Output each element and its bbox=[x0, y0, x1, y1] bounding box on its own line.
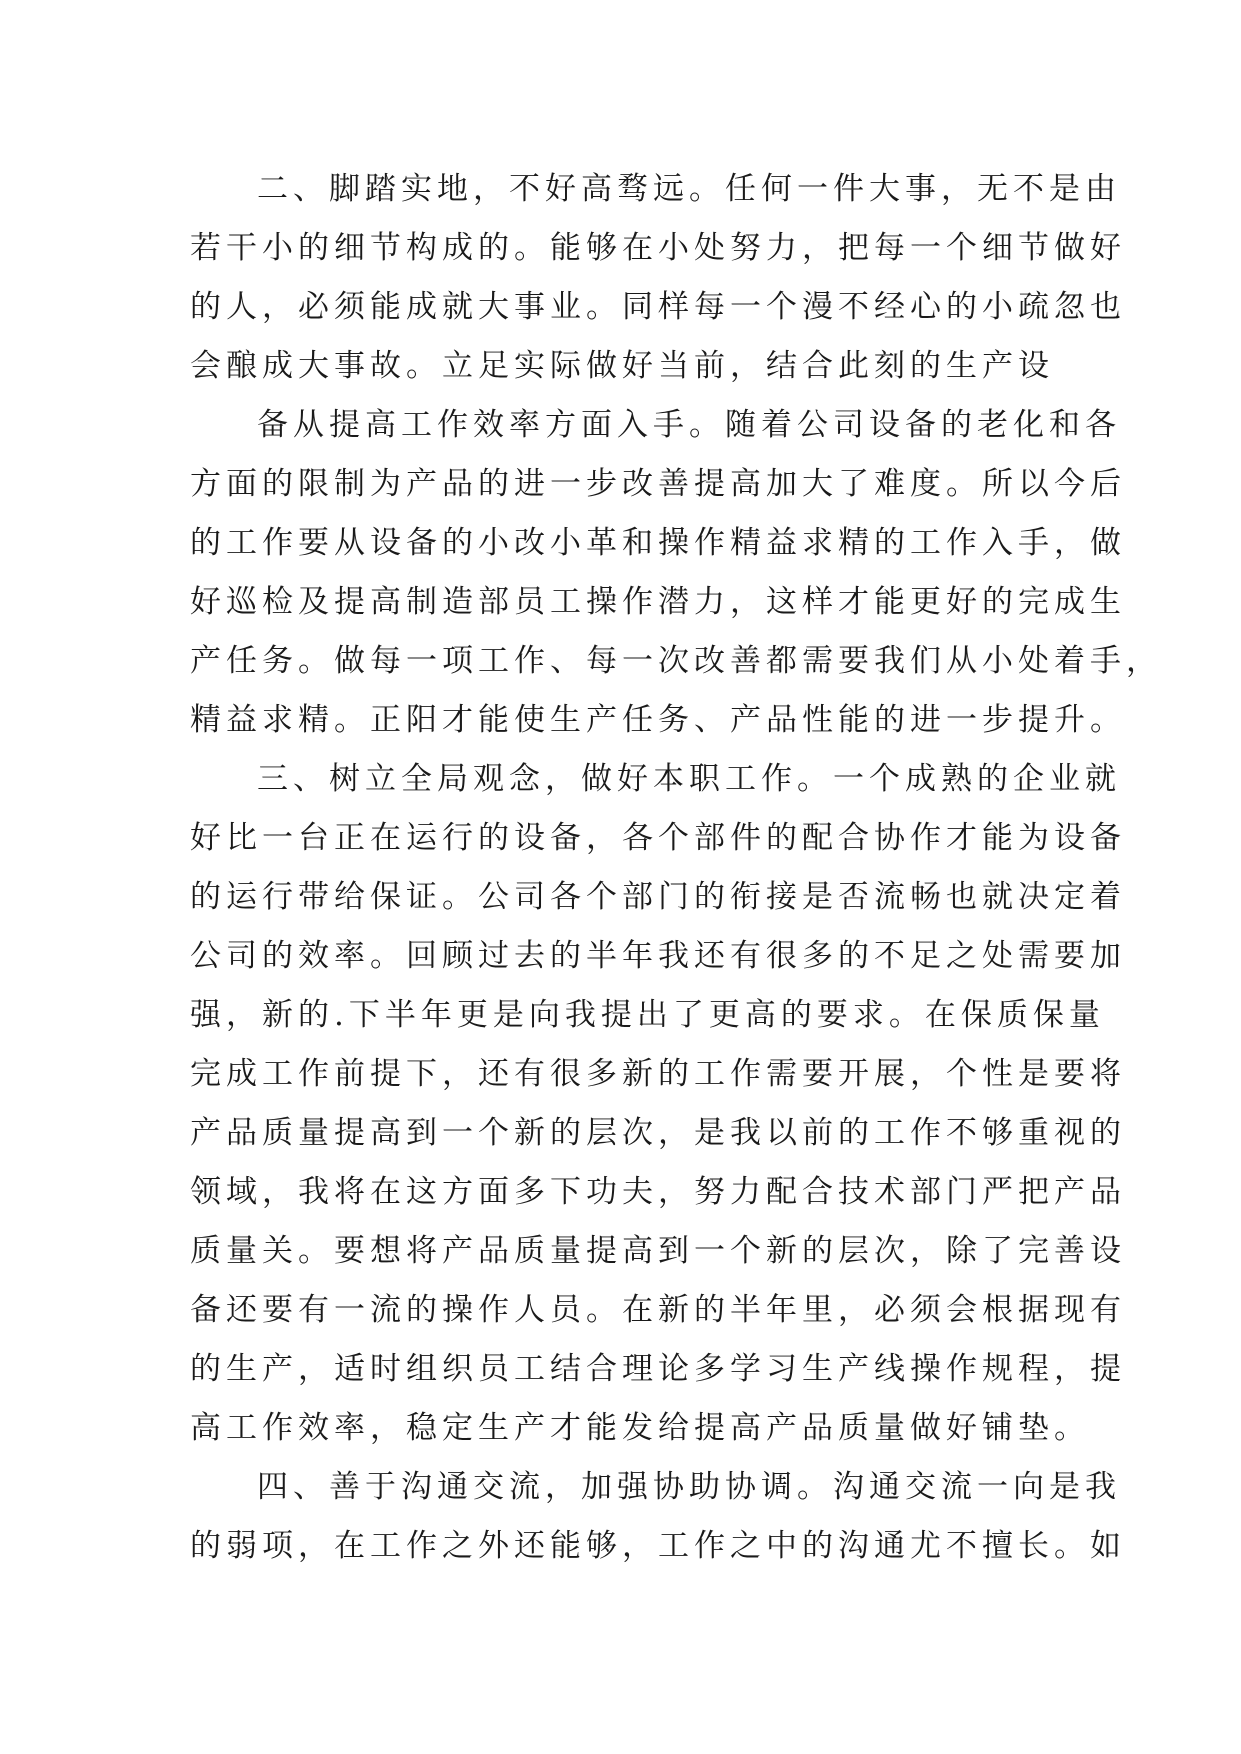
body-text bbox=[190, 160, 1162, 1576]
text-line: 的运行带给保证。公司各个部门的衔接是否流畅也就决定着 bbox=[190, 879, 1126, 915]
text-line: 二、脚踏实地，不好高骛远。任何一件大事，无不是由 bbox=[257, 171, 1121, 207]
text-line: 高工作效率，稳定生产才能发给提高产品质量做好铺垫。 bbox=[190, 1410, 1090, 1446]
text-line: 的弱项，在工作之外还能够，工作之中的沟通尤不擅长。如 bbox=[190, 1528, 1126, 1564]
text-line: 四、善于沟通交流，加强协助协调。沟通交流一向是我 bbox=[257, 1469, 1121, 1505]
text-line: 的生产，适时组织员工结合理论多学习生产线操作规程，提 bbox=[190, 1351, 1126, 1387]
text-line: 若干小的细节构成的。能够在小处努力，把每一个细节做好 bbox=[190, 230, 1126, 266]
text-line: 方面的限制为产品的进一步改善提高加大了难度。所以今后 bbox=[190, 466, 1126, 502]
text-line: 精益求精。正阳才能使生产任务、产品性能的进一步提升。 bbox=[190, 702, 1126, 738]
text-line: 强，新的.下半年更是向我提出了更高的要求。在保质保量 bbox=[190, 997, 1105, 1033]
text-line: 三、树立全局观念，做好本职工作。一个成熟的企业就 bbox=[257, 761, 1121, 797]
text-line: 领域，我将在这方面多下功夫，努力配合技术部门严把产品 bbox=[190, 1174, 1126, 1210]
text-line: 好比一台正在运行的设备，各个部件的配合协作才能为设备 bbox=[190, 820, 1126, 856]
text-line: 备从提高工作效率方面入手。随着公司设备的老化和各 bbox=[257, 407, 1121, 443]
text-line: 完成工作前提下，还有很多新的工作需要开展，个性是要将 bbox=[190, 1056, 1126, 1092]
text-line: 的人，必须能成就大事业。同样每一个漫不经心的小疏忽也 bbox=[190, 289, 1126, 325]
text-line: 好巡检及提高制造部员工操作潜力，这样才能更好的完成生 bbox=[190, 584, 1126, 620]
text-line: 质量关。要想将产品质量提高到一个新的层次，除了完善设 bbox=[190, 1233, 1126, 1269]
text-line: 产品质量提高到一个新的层次，是我以前的工作不够重视的 bbox=[190, 1115, 1126, 1151]
text-line: 会酿成大事故。立足实际做好当前，结合此刻的生产设 bbox=[190, 348, 1054, 384]
text-line: 的工作要从设备的小改小革和操作精益求精的工作入手，做 bbox=[190, 525, 1126, 561]
text-line: 公司的效率。回顾过去的半年我还有很多的不足之处需要加 bbox=[190, 938, 1126, 974]
text-line: 备还要有一流的操作人员。在新的半年里，必须会根据现有 bbox=[190, 1292, 1126, 1328]
text-line: 产任务。做每一项工作、每一次改善都需要我们从小处着手， bbox=[190, 643, 1162, 679]
